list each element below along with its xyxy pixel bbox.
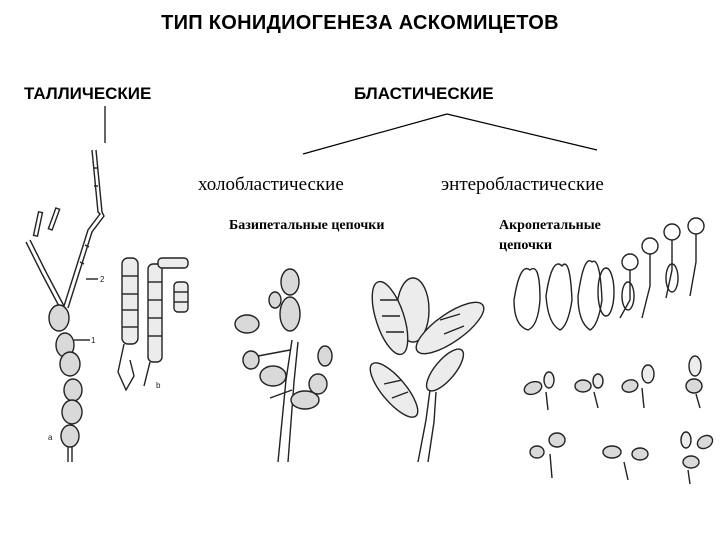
phragmospore-conidiophore-illustration — [363, 278, 491, 462]
figure-label-1: 1 — [91, 336, 96, 345]
subtype-holoblastic: холобластические — [198, 174, 344, 195]
acropetal-spindle-conidia-illustration — [514, 218, 704, 330]
acropetal-chains-line2: цепочки — [499, 238, 553, 253]
figure-label-a: a — [48, 433, 53, 442]
category-thallic: ТАЛЛИЧЕСКИЕ — [24, 84, 152, 103]
category-blastic: БЛАСТИЧЕСКИЕ — [354, 84, 494, 103]
acropetal-chains-line1: Акропетальные — [499, 218, 601, 233]
thallic-illustration — [26, 150, 188, 462]
holoblastic-conidiophore-illustration — [235, 269, 332, 462]
acropetal-small-conidia-illustration — [522, 356, 714, 484]
figure-label-b: b — [156, 381, 161, 390]
figure-label-2: 2 — [100, 275, 105, 284]
subtype-enteroblastic: энтеробластические — [441, 174, 604, 195]
page-title: ТИП КОНИДИОГЕНЕЗА АСКОМИЦЕТОВ — [161, 12, 559, 34]
basipetal-chains-label: Базипетальные цепочки — [229, 218, 385, 233]
